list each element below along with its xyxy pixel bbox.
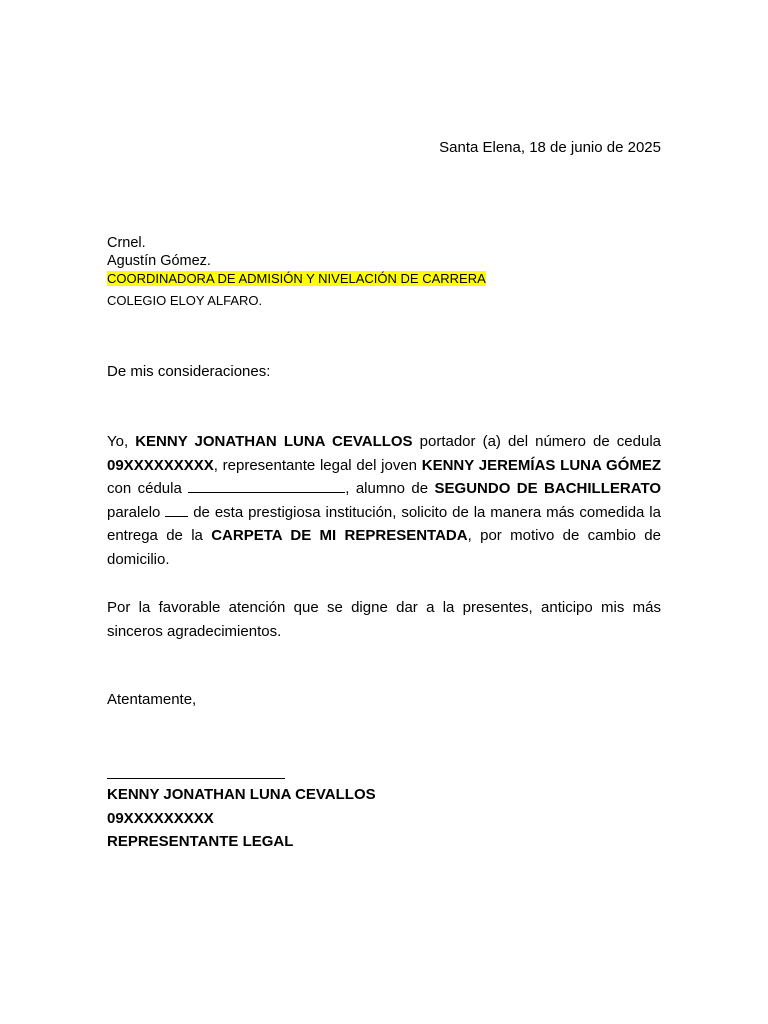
signature-role: REPRESENTANTE LEGAL (107, 833, 294, 851)
body-text-4: con cédula (107, 480, 189, 498)
greeting: De mis consideraciones: (107, 363, 271, 380)
recipient-position (107, 270, 661, 288)
applicant-name: KENNY JONATHAN LUNA CEVALLOS (135, 433, 413, 450)
signature-line (107, 762, 285, 779)
recipient-name: Agustín Gómez. (107, 253, 211, 269)
applicant-id: 09XXXXXXXXX (107, 456, 214, 474)
valediction: Atentamente, (107, 691, 197, 708)
recipient-institution: COLEGIO ELOY ALFARO. (107, 293, 263, 308)
parallel-blank (165, 515, 188, 517)
signature-name: KENNY JONATHAN LUNA CEVALLOS (107, 786, 376, 803)
body-text-2: portador (a) del número de cedula (412, 433, 661, 450)
date-line: Santa Elena, 18 de junio de 2025 (439, 139, 661, 156)
recipient-block (107, 234, 661, 310)
grade: SEGUNDO DE BACHILLERATO (434, 480, 661, 498)
student-id-blank (188, 491, 345, 493)
body-text-5: , alumno de (345, 480, 435, 498)
body-text-3: , representante legal del joven (213, 456, 422, 474)
closing-paragraph: Por la favorable atención que se digne dar a la presentes, anticipo mis más sinceros agradecimientos. (107, 599, 661, 640)
student-name: KENNY JEREMÍAS LUNA GÓMEZ (421, 456, 661, 474)
signature-block (107, 762, 507, 854)
body-text-1: Yo, (107, 433, 136, 450)
request-item: CARPETA DE MI REPRESENTADA (211, 527, 468, 545)
recipient-title: Crnel. (107, 235, 146, 251)
signature-id: 09XXXXXXXXX (107, 809, 214, 827)
body-paragraph (107, 430, 661, 572)
recipient-position-highlight: COORDINADORA DE ADMISIÓN Y NIVELACIÓN DE CARRERA (107, 271, 486, 286)
body-text-6: paralelo (107, 503, 166, 521)
body-text-8: , por motivo de cambio de domicilio. (107, 527, 661, 568)
body-text-7: de esta prestigiosa institución, solicito de la manera más comedida la entrega de la (107, 503, 661, 545)
